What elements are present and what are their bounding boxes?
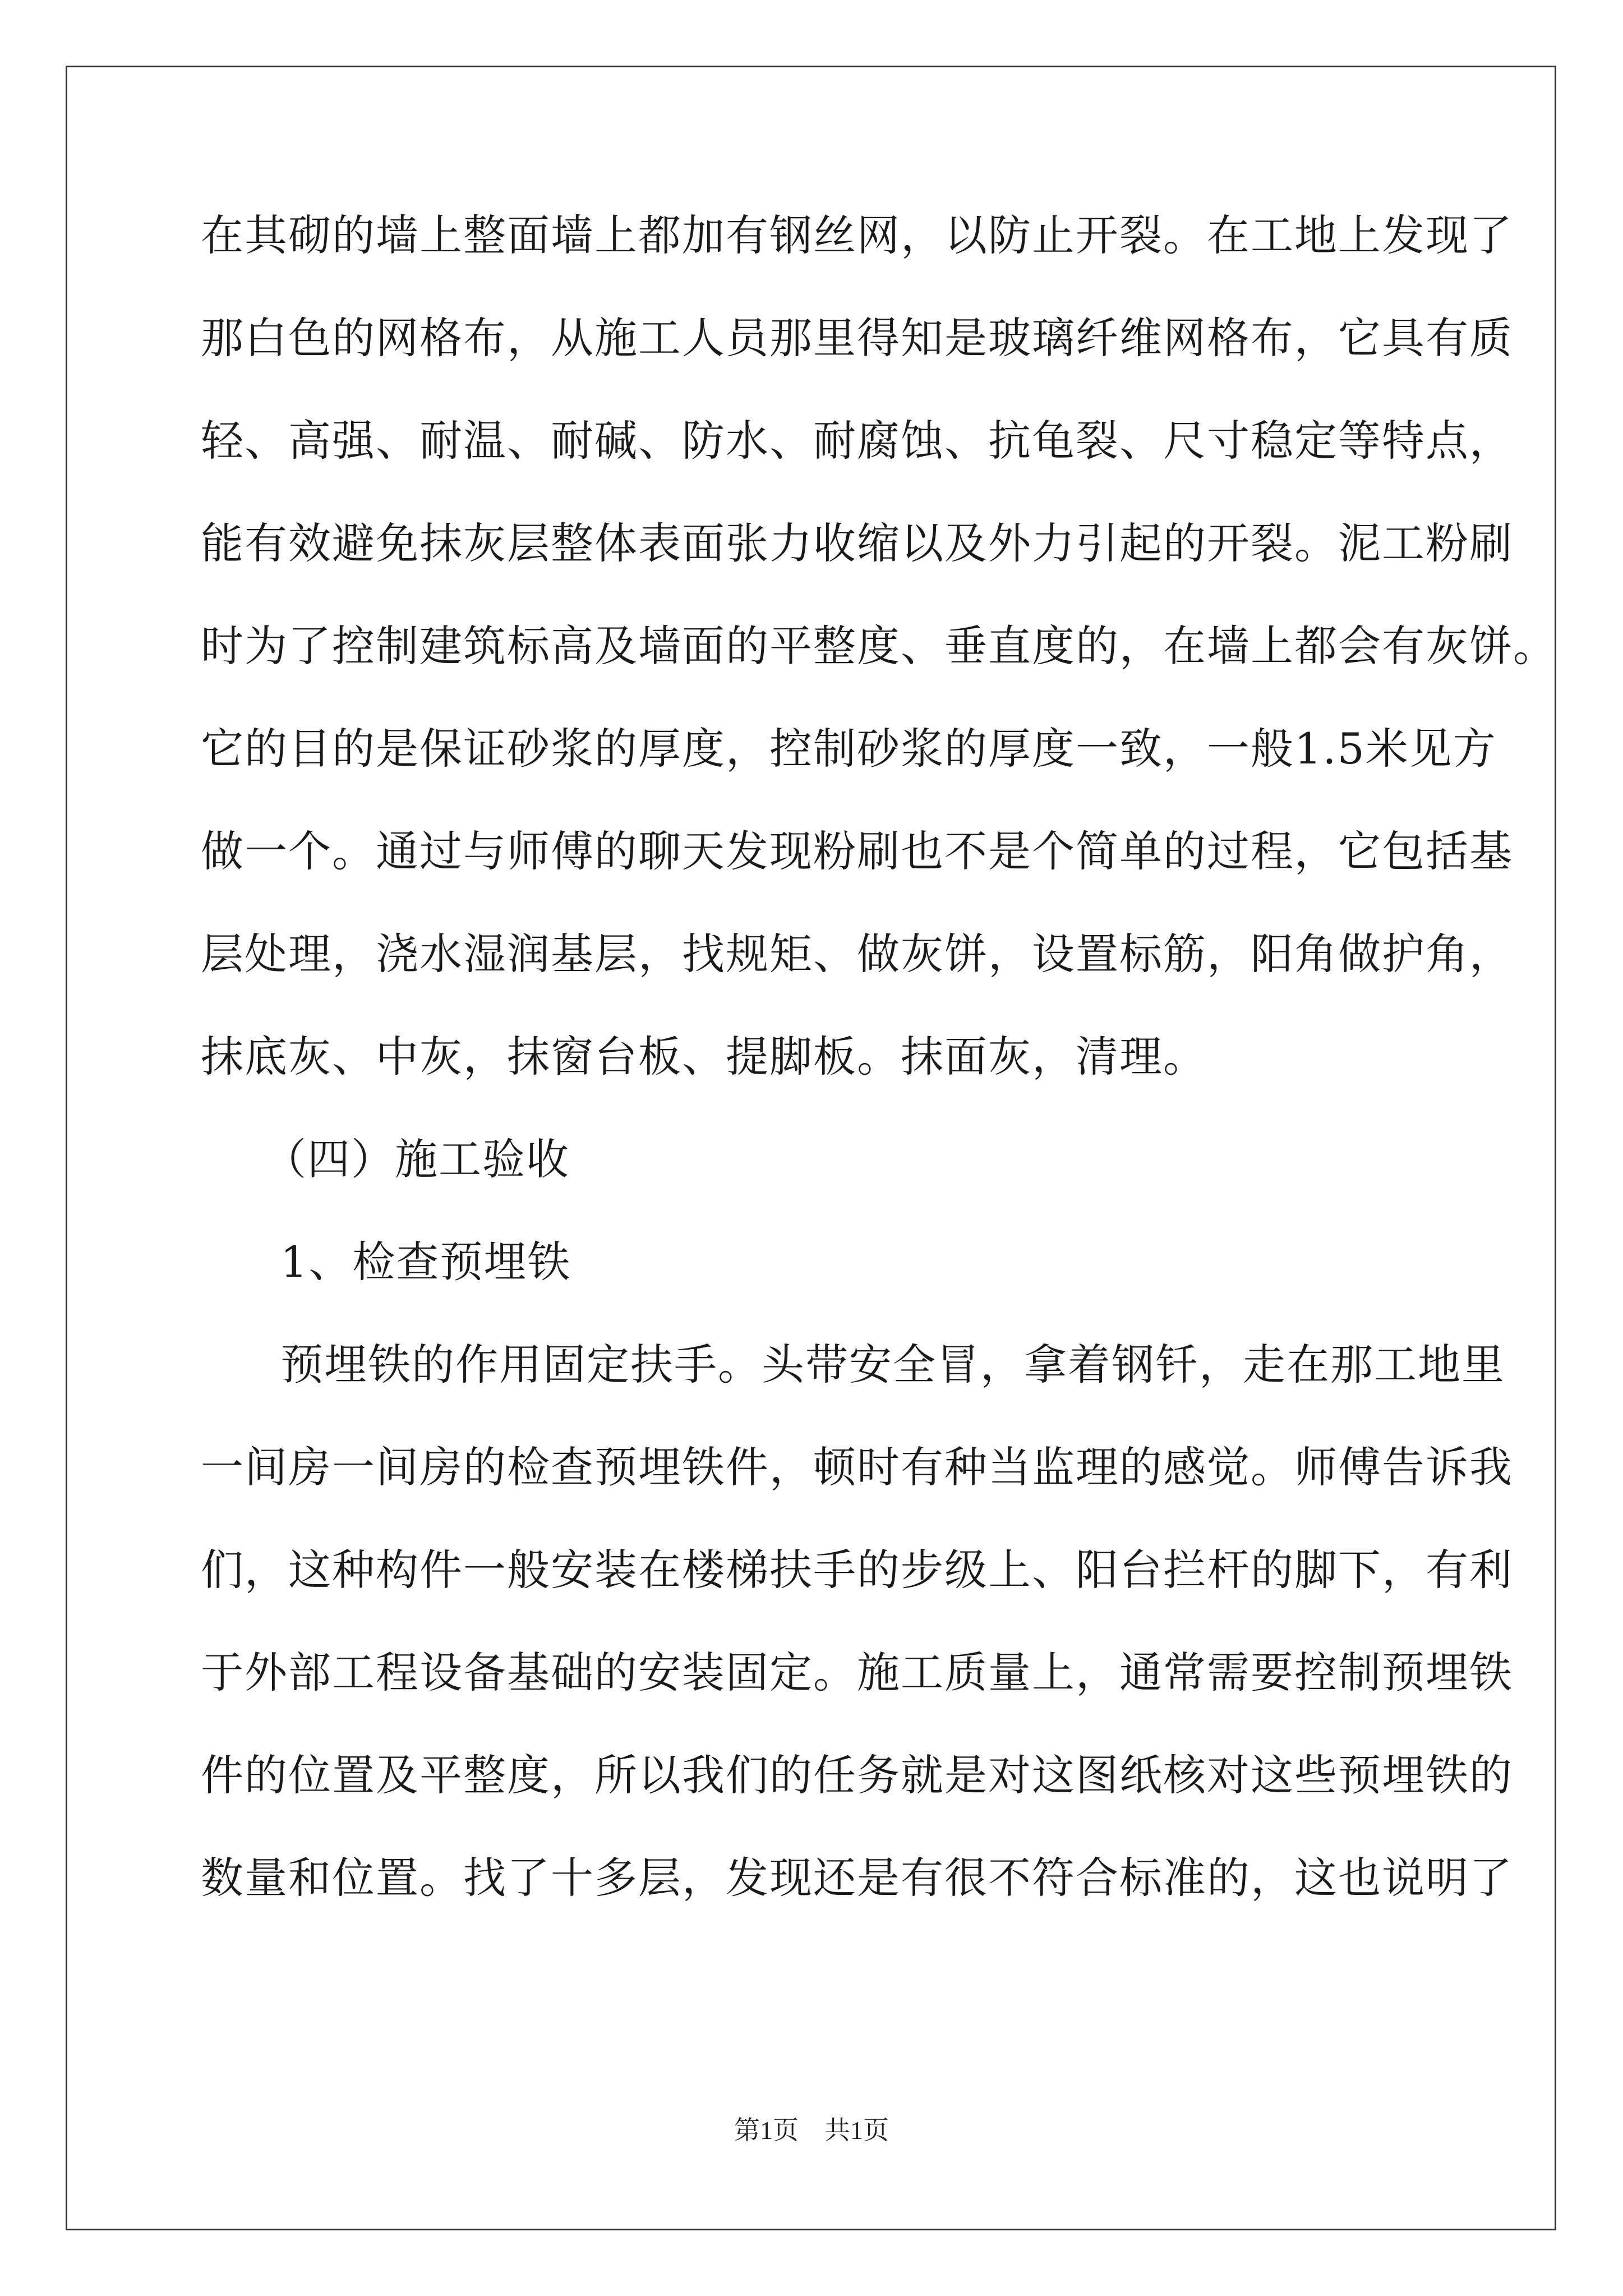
paragraph-line: 数量和位置。找了十多层，发现还是有很不符合标准的，这也说明了 bbox=[201, 1853, 1513, 1903]
paragraph-line: 那白色的网格布，从施工人员那里得知是玻璃纤维网格布，它具有质 bbox=[201, 313, 1513, 363]
paragraph-line: 于外部工程设备基础的安装固定。施工质量上，通常需要控制预埋铁 bbox=[201, 1648, 1513, 1697]
paragraph-line: 件的位置及平整度，所以我们的任务就是对这图纸核对这些预埋铁的 bbox=[201, 1750, 1513, 1800]
paragraph-line: 能有效避免抹灰层整体表面张力收缩以及外力引起的开裂。泥工粉刷 bbox=[201, 518, 1513, 568]
paragraph-line: 预埋铁的作用固定扶手。头带安全冒，拿着钢钎，走在那工地里 bbox=[280, 1340, 1505, 1389]
paragraph-line: 轻、高强、耐温、耐碱、防水、耐腐蚀、抗龟裂、尺寸稳定等特点， bbox=[201, 416, 1513, 466]
paragraph-line: 层处理，浇水湿润基层，找规矩、做灰饼，设置标筋，阳角做护角， bbox=[201, 929, 1513, 979]
subsection-heading: 1、检查预埋铁 bbox=[280, 1237, 571, 1287]
paragraph-line: 在其砌的墙上整面墙上都加有钢丝网，以防止开裂。在工地上发现了 bbox=[201, 210, 1513, 260]
paragraph-line: 它的目的是保证砂浆的厚度，控制砂浆的厚度一致，一般1.5米见方 bbox=[201, 724, 1497, 774]
paragraph-line: 们，这种构件一般安装在楼梯扶手的步级上、阳台拦杆的脚下，有利 bbox=[201, 1545, 1513, 1595]
paragraph-line: 一间房一间房的检查预埋铁件，顿时有种当监理的感觉。师傅告诉我 bbox=[201, 1442, 1513, 1492]
paragraph-line: 做一个。通过与师傅的聊天发现粉刷也不是个简单的过程，它包括基 bbox=[201, 826, 1513, 876]
page-footer: 第1页 共1页 bbox=[734, 2116, 889, 2145]
section-heading: （四）施工验收 bbox=[264, 1134, 570, 1184]
paragraph-line: 时为了控制建筑标高及墙面的平整度、垂直度的，在墙上都会有灰饼。 bbox=[201, 621, 1557, 671]
paragraph-line: 抹底灰、中灰，抹窗台板、提脚板。抹面灰，清理。 bbox=[201, 1032, 1207, 1082]
